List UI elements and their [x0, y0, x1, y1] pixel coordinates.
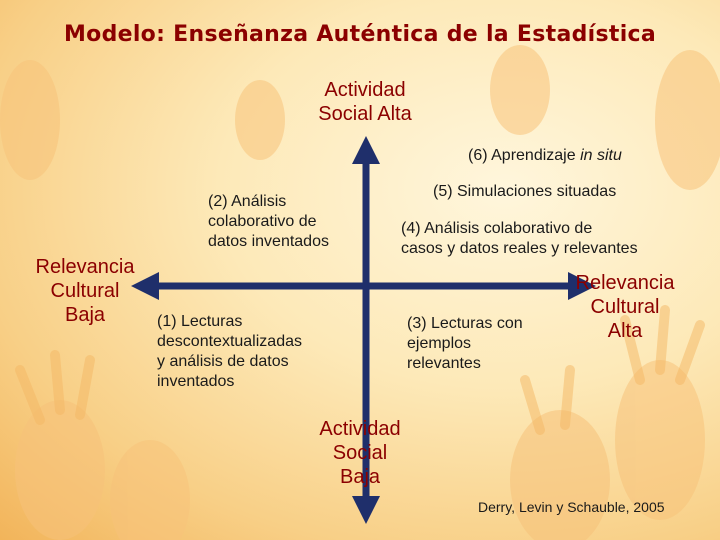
axis-label-bottom: Actividad Social Baja	[319, 418, 401, 488]
item-2: (2) Análisis colaborativo de datos inventados	[208, 193, 329, 250]
axis-label-right: Relevancia Cultural Alta	[575, 272, 675, 342]
axis-label-left: Relevancia Cultural Baja	[35, 256, 135, 326]
item-1: (1) Lecturas descontextualizadas y análisis de datos inventados	[157, 313, 302, 390]
item-6-italic: in situ	[580, 147, 622, 164]
item-4: (4) Análisis colaborativo de casos y datos reales y relevantes	[401, 220, 638, 257]
axis-label-top: Actividad Social Alta	[318, 79, 412, 125]
item-6-prefix: (6) Aprendizaje	[468, 147, 581, 164]
page-title: Modelo: Enseñanza Auténtica de la Estadística	[63, 22, 657, 47]
item-5: (5) Simulaciones situadas	[433, 183, 617, 200]
item-3: (3) Lecturas con ejemplos relevantes	[407, 315, 523, 372]
item-6	[468, 146, 622, 166]
citation: Derry, Levin y Schauble, 2005	[478, 499, 665, 515]
